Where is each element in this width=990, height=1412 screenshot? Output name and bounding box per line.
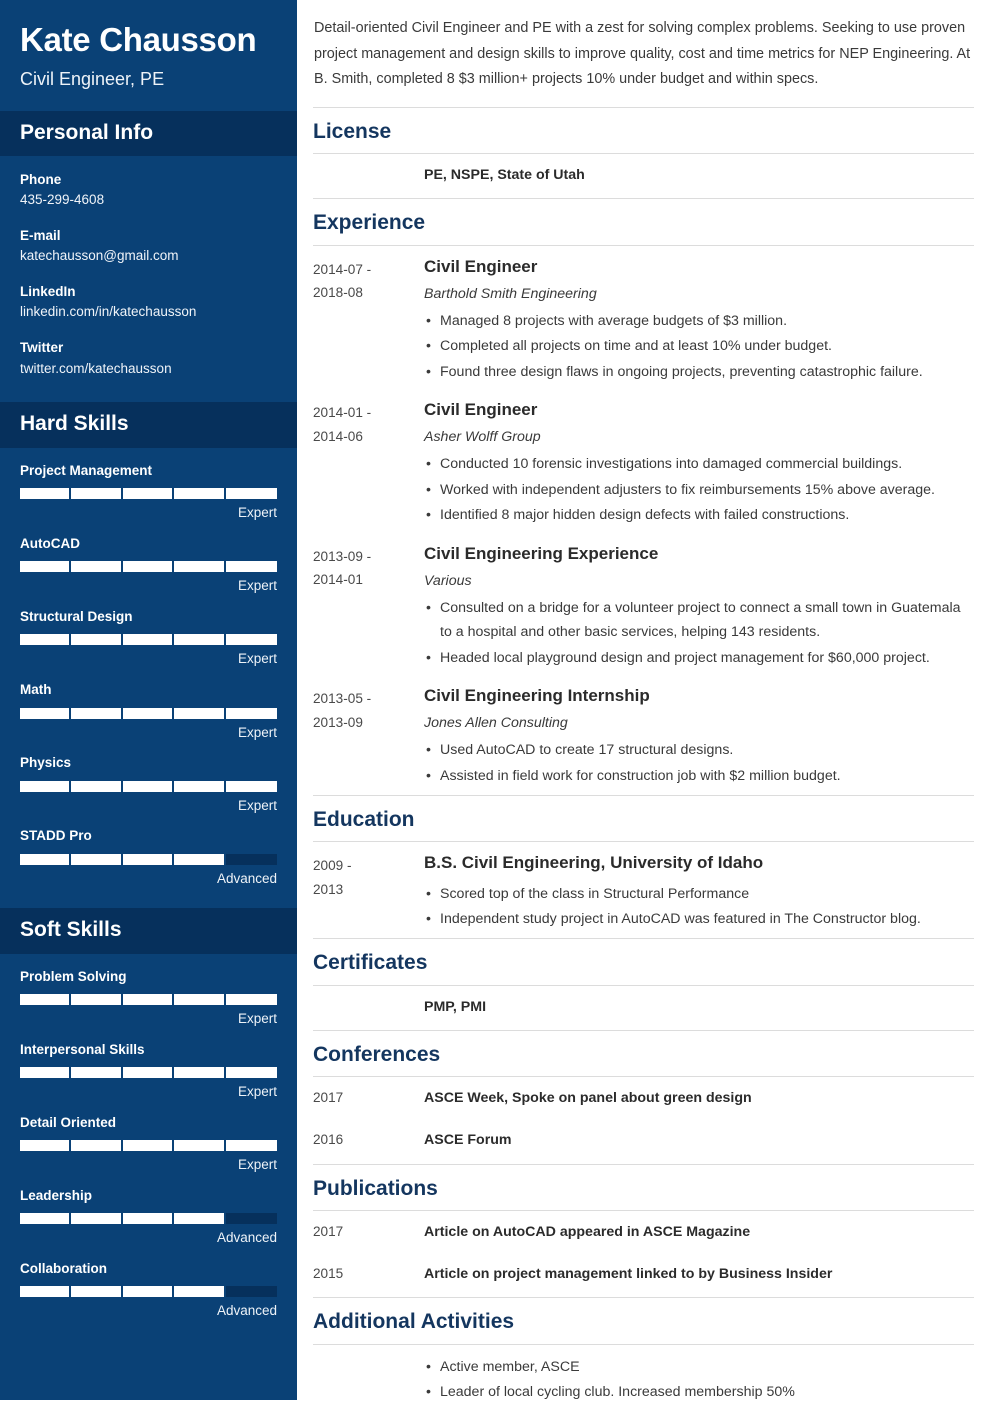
section-additional-activities [313,1297,974,1411]
skill-level-label: Expert [237,1011,277,1027]
skill-bar [20,634,277,645]
skill-bar-tick [71,708,122,719]
entry-body [424,256,974,386]
contact-item [20,170,277,211]
plain-entry-date: 2016 [313,1132,344,1148]
skill-bar-tick [226,634,277,645]
skill-bar-ticks [20,781,277,792]
skill-bar-tick [123,634,174,645]
entry-dates [313,256,424,306]
entry-bullet-list [424,596,974,670]
skill-bar-tick [20,708,71,719]
skill-level-label: Advanced [216,870,277,886]
sidebar-section-header-hard-skills [0,402,297,447]
skill-bar-tick [123,1286,174,1297]
section-certificates [313,938,974,1027]
skill-bar-tick [123,1140,174,1151]
entry-title: B.S. Civil Engineering, University of Idaho [424,853,764,873]
skill-item [20,968,277,1028]
candidate-name: Kate Chausson [20,21,257,58]
license-entry [313,154,974,196]
skill-bar [20,994,277,1005]
skill-bar-tick [123,994,174,1005]
skill-bar-tick [226,488,277,499]
entry-date-end: 2013 [313,882,344,898]
skill-bar [20,854,277,865]
skill-bar-ticks [20,1140,277,1151]
entry-company: Barthold Smith Engineering [424,285,597,302]
contact-value[interactable]: katechausson@gmail.com [20,248,179,264]
entry-date-end: 2013-09 [313,714,363,730]
skill-bar-tick [174,1213,225,1224]
skill-name: Structural Design [20,608,133,624]
skill-item [20,1260,277,1320]
skill-bar-tick [226,1140,277,1151]
skill-name: Problem Solving [20,968,127,984]
entry-bullet: • Worked with independent adjusters to fix reimbursements 15% above average. [424,478,974,502]
entry-bullet-list [424,452,974,527]
skill-bar-tick [226,561,277,572]
soft-skills-heading: Soft Skills [20,918,122,942]
contact-value[interactable]: linkedin.com/in/katechausson [20,304,197,320]
skill-level-label: Expert [237,1157,277,1173]
plain-entry-text: Article on project management linked to by Business Insider [424,1266,833,1283]
skill-bar [20,1286,277,1297]
entry [313,246,974,390]
entry-bullet: • Independent study project in AutoCAD was featured in The Constructor blog. [424,907,974,931]
sidebar-header [0,0,297,111]
contact-item [20,226,277,267]
skill-bar-tick [174,634,225,645]
entry-bullet: • Assisted in field work for construction job with $2 million budget. [424,764,974,788]
skill-bar [20,488,277,499]
skill-bar-tick [123,1213,174,1224]
entry-title: Civil Engineering Internship [424,686,650,706]
plain-entry-text: Article on AutoCAD appeared in ASCE Magazine [424,1223,751,1240]
skill-bar-tick [71,781,122,792]
skill-bar-tick [174,1140,225,1151]
publications-entries [313,1211,974,1296]
contact-item [20,282,277,323]
skill-bar-tick [174,854,225,865]
entry-bullet: • Identified 8 major hidden design defects with failed constructions. [424,503,974,527]
skill-bar-tick [123,488,174,499]
skill-item [20,462,277,522]
skill-bar-tick [20,1067,71,1078]
entry-body [424,543,974,672]
skill-level-label: Expert [237,724,277,740]
skill-level-label: Expert [237,797,277,813]
plain-entry [313,1119,974,1161]
entry-date-start: 2014-01 - [313,405,372,421]
entry-company: Various [424,572,472,589]
main-column [297,0,990,1400]
activity-bullet: • Active member, ASCE [424,1355,974,1379]
personal-info-list [0,156,297,403]
contact-value[interactable]: 435-299-4608 [20,192,105,208]
skill-name: Physics [20,755,72,771]
skill-bar-tick [71,561,122,572]
certificates-entry [313,986,974,1028]
plain-entry-date: 2017 [313,1090,344,1106]
sidebar [0,0,297,1400]
entry-body [424,852,974,932]
skill-item [20,681,277,741]
candidate-role: Civil Engineer, PE [20,68,165,89]
entry-dates [313,852,424,902]
professional-summary: Detail-oriented Civil Engineer and PE with a zest for solving complex problems. Seeking to use proven project management and design skills to improve quality, cost and time metrics for NEP Engineering. At B. Smith, completed 8 $3 million+ projects 10% under budget and within specs. [314,20,971,88]
skill-bar [20,1213,277,1224]
skill-level-label: Expert [237,651,277,667]
skill-item [20,1041,277,1101]
skill-bar-tick [226,1286,277,1297]
entry-dates [313,685,424,735]
education-heading: Education [313,808,415,832]
entry-bullet-list [424,738,974,788]
entry-date-end: 2014-01 [313,572,363,588]
plain-entry [313,1211,974,1253]
skill-bar-tick [71,1213,122,1224]
entry-body [424,399,974,529]
skill-bar-ticks [20,634,277,645]
skill-bar-tick [226,1067,277,1078]
plain-entry [313,1253,974,1295]
skill-bar [20,561,277,572]
skill-bar-tick [71,488,122,499]
entry-bullet: • Found three design flaws in ongoing projects, preventing catastrophic failure. [424,360,974,384]
skill-bar-tick [123,561,174,572]
personal-info-heading: Personal Info [20,120,154,144]
skill-bar-ticks [20,994,277,1005]
section-conferences [313,1030,974,1162]
entry-date-end: 2018-08 [313,285,363,301]
skill-bar-ticks [20,488,277,499]
skill-bar-ticks [20,561,277,572]
skill-bar-tick [174,781,225,792]
skill-bar-tick [174,488,225,499]
entry-date-start: 2013-05 - [313,691,372,707]
skill-level-label: Advanced [216,1230,277,1246]
contact-label: E-mail [20,227,61,243]
skill-bar-tick [71,854,122,865]
skill-bar-ticks [20,1067,277,1078]
sidebar-section-header-personal-info [0,111,297,156]
skill-item [20,535,277,595]
section-license [313,107,974,196]
skill-bar-tick [20,854,71,865]
conferences-heading: Conferences [313,1042,441,1066]
entry [313,842,974,936]
entry-dates [313,399,424,449]
activities-bullet-list [424,1355,974,1405]
skill-bar-tick [123,708,174,719]
entry [313,533,974,676]
skill-bar [20,708,277,719]
skill-bar-tick [71,634,122,645]
contact-label: Phone [20,171,62,187]
skill-name: AutoCAD [20,535,80,551]
skill-item [20,827,277,887]
certificates-value: PMP, PMI [424,998,487,1015]
skill-bar-ticks [20,1213,277,1224]
section-education [313,795,974,936]
skill-item [20,1114,277,1174]
entry-date-end: 2014-06 [313,428,363,444]
skill-bar-tick [71,994,122,1005]
skill-bar-ticks [20,1286,277,1297]
entry-bullet: • Headed local playground design and project management for $60,000 project. [424,646,974,670]
license-heading: License [313,119,392,143]
entry-bullet: • Consulted on a bridge for a volunteer project to connect a small town in Guatemala to a hospital and other basic services, helping 143 residents. [424,596,974,645]
entry-company: Jones Allen Consulting [424,715,568,732]
contact-label: Twitter [20,340,64,356]
entry-date-start: 2014-07 - [313,261,372,277]
skill-bar-tick [174,708,225,719]
soft-skills-list [0,954,297,1341]
contact-item [20,338,277,379]
hard-skills-list [0,448,297,909]
skill-bar-tick [226,781,277,792]
skill-level-label: Expert [237,505,277,521]
experience-heading: Experience [313,211,426,235]
skill-item [20,754,277,814]
skill-bar-tick [123,781,174,792]
plain-entry-date: 2017 [313,1223,344,1239]
certificates-heading: Certificates [313,951,428,975]
entry-bullet: • Used AutoCAD to create 17 structural designs. [424,738,974,762]
entry-date-start: 2013-09 - [313,548,372,564]
skill-bar-tick [20,994,71,1005]
section-publications [313,1164,974,1296]
hard-skills-heading: Hard Skills [20,412,129,436]
skill-item [20,1187,277,1247]
additional-activities-list [313,1345,974,1412]
skill-bar-tick [226,994,277,1005]
contact-label: LinkedIn [20,284,76,300]
skill-bar-tick [20,488,71,499]
skill-name: Leadership [20,1187,93,1203]
skill-bar [20,781,277,792]
entry-bullet: • Managed 8 projects with average budgets of $3 million. [424,309,974,333]
skill-bar [20,1067,277,1078]
skill-bar-tick [174,1286,225,1297]
skill-bar-tick [20,634,71,645]
plain-entry-text: ASCE Week, Spoke on panel about green design [424,1090,752,1107]
entry-bullet-list [424,309,974,384]
skill-bar-tick [71,1067,122,1078]
skill-name: Math [20,682,52,698]
skill-bar-ticks [20,708,277,719]
entry-bullet: • Completed all projects on time and at least 10% under budget. [424,334,974,358]
section-experience [313,198,974,793]
entry-bullet-list [424,882,974,932]
entry-bullet: • Scored top of the class in Structural Performance [424,882,974,906]
skill-bar-tick [226,854,277,865]
experience-entries [313,246,974,794]
skill-name: Detail Oriented [20,1114,117,1130]
skill-bar-tick [71,1286,122,1297]
skill-bar-tick [20,1140,71,1151]
entry-title: Civil Engineer [424,400,538,420]
plain-entry [313,1077,974,1119]
skill-level-label: Expert [237,1084,277,1100]
conferences-entries [313,1077,974,1162]
publications-heading: Publications [313,1176,438,1200]
skill-name: Collaboration [20,1260,107,1276]
skill-bar-tick [174,1067,225,1078]
plain-entry-date: 2015 [313,1266,344,1282]
skill-bar-tick [20,561,71,572]
plain-entry-text: ASCE Forum [424,1132,512,1149]
skill-bar-ticks [20,854,277,865]
entry-company: Asher Wolff Group [424,429,541,446]
entry [313,389,974,533]
skill-item [20,608,277,668]
skill-name: STADD Pro [20,828,92,844]
entry-body [424,685,974,789]
education-entries [313,842,974,936]
entry-date-start: 2009 - [313,858,352,874]
sidebar-section-header-soft-skills [0,908,297,953]
skill-bar-tick [123,854,174,865]
skill-name: Interpersonal Skills [20,1041,145,1057]
contact-value[interactable]: twitter.com/katechausson [20,360,172,376]
skill-bar-tick [226,708,277,719]
skill-bar-tick [20,1286,71,1297]
skill-level-label: Expert [237,578,277,594]
entry-bullet: • Conducted 10 forensic investigations into damaged commercial buildings. [424,452,974,476]
skill-bar-tick [20,1213,71,1224]
entry-title: Civil Engineer [424,256,538,276]
skill-bar-tick [174,994,225,1005]
activity-bullet: • Leader of local cycling club. Increased membership 50% [424,1380,974,1404]
entry-title: Civil Engineering Experience [424,543,659,563]
skill-bar-tick [123,1067,174,1078]
skill-bar [20,1140,277,1151]
skill-level-label: Advanced [216,1303,277,1319]
skill-bar-tick [226,1213,277,1224]
skill-bar-tick [20,781,71,792]
entry-dates [313,543,424,593]
skill-name: Project Management [20,462,153,478]
skill-bar-tick [174,561,225,572]
entry [313,675,974,793]
additional-activities-heading: Additional Activities [313,1310,515,1334]
skill-bar-tick [71,1140,122,1151]
license-value: PE, NSPE, State of Utah [424,167,585,184]
